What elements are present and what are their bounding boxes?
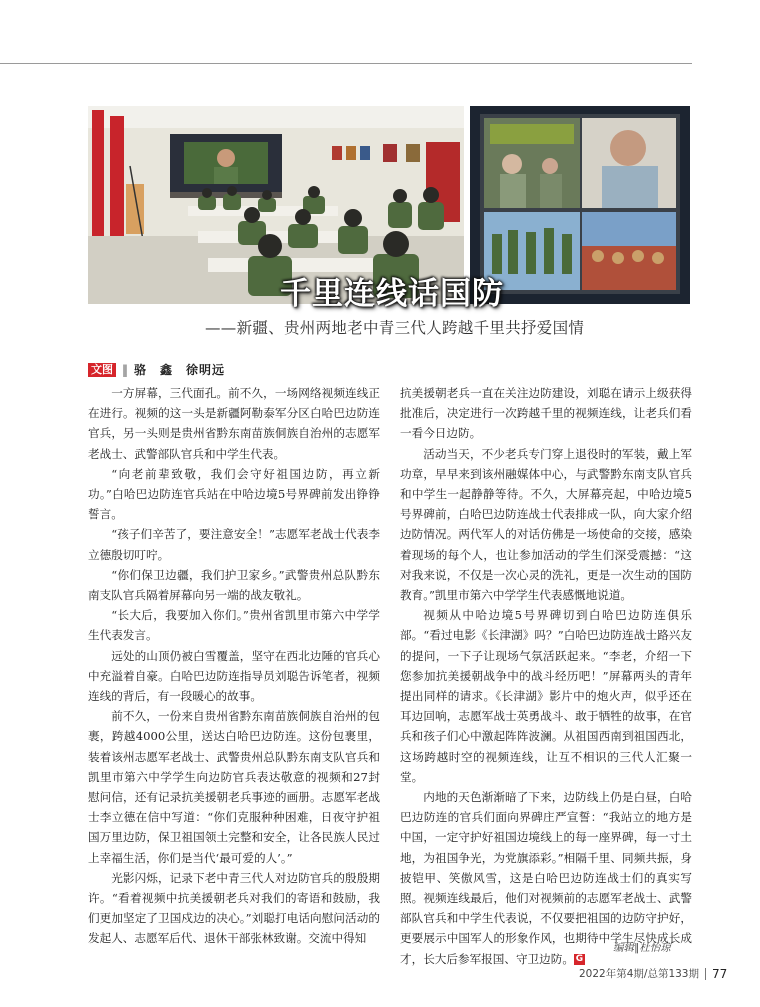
byline-authors: 骆 鑫 徐明远: [134, 363, 226, 377]
paragraph: 光影闪烁，记录下老中青三代人对边防官兵的殷殷期许。“看着视频中抗美援朝老兵对我们的寄语和鼓励，我们更加坚定了卫国戍边的决心。”刘聪打电话向慰问活动的发起人、志愿军后代、退休干部张林致谢。交流中得知: [88, 870, 380, 946]
paragraph: “向老前辈致敬，我们会守好祖国边防，再立新功。”白哈巴边防连官兵站在中哈边境5号界碑前发出铮铮誓言。: [88, 466, 380, 522]
paragraph: 一方屏幕，三代面孔。前不久，一场网络视频连线正在进行。视频的这一头是新疆阿勒泰军分区白哈巴边防连官兵，另一头则是贵州省黔东南苗族侗族自治州的志愿军老战士、武警部队官兵和中学生代表。: [88, 386, 380, 461]
paragraph: 远处的山顶仍被白雪覆盖，坚守在西北边陲的官兵心中充溢着自豪。白哈巴边防连指导员刘聪告诉笔者，视频连线的背后，有一段暖心的故事。: [88, 648, 380, 704]
page-footer: [579, 966, 727, 981]
paragraph: “长大后，我要加入你们。”贵州省凯里市第六中学学生代表发言。: [88, 608, 380, 643]
article-column-left: [88, 383, 380, 949]
page-number: 77: [711, 966, 728, 981]
byline-separator: ‖: [122, 362, 128, 377]
article-headline: 千里连线话国防: [280, 276, 504, 312]
byline: [88, 361, 225, 378]
paragraph-continued: 抗美援朝老兵一直在关注边防建设，刘聪在请示上级获得批准后，决定进行一次跨越千里的视频连线，让老兵们看一看今日边防。: [400, 386, 692, 441]
paragraph: 前不久，一份来自贵州省黔东南苗族侗族自治州的包裹，跨越4000公里，送达白哈巴边防连。这份包裹里，装着该州志愿军老战士、武警贵州总队黔东南支队官兵和凯里市第六中学学生向边防官兵表达敬意的视频和27封慰问信，还有记录抗美援朝老兵事迹的画册。志愿军老战士李立德在信中写道：“你们克服种种困难，日夜守护祖国万里边防，保卫祖国领土完整和安全，让各民族人民过上幸福生活，你们是当代‘最可爱的人’。”: [88, 709, 380, 865]
issue-info: 2022年第4期/总第133期: [579, 968, 699, 980]
paragraph-text: 内地的天色渐渐暗了下来，边防线上仍是白昼，白哈巴边防连的官兵们面向界碑庄严宣誓：“我站立的地方是中国，一定守护好祖国边境线上的每一座界碑，每一寸土地，为祖国争光，为党旗添彩。”相隔千里、同频共振，身披铠甲、笑傲风雪，这是白哈巴边防连战士们的真实写照。视频连线最后，他们对视频前的志愿军老战士、武警部队官兵和中学生代表说，不仅要把祖国的边防守护好，更要展示中国军人的形象作风，也期待中学生尽快成长成才，长大后参军报国、守卫边防。: [400, 790, 692, 966]
end-mark-icon: G: [575, 954, 584, 965]
footer-divider: [705, 968, 706, 980]
byline-tag: 文图: [88, 363, 116, 377]
header-rule: [0, 63, 692, 64]
article-subtitle: ——新疆、贵州两地老中青三代人跨越千里共抒爱国情: [205, 319, 585, 337]
paragraph: 活动当天，不少老兵专门穿上退役时的军装，戴上军功章，早早来到该州融媒体中心，与武警黔东南支队官兵和中学生一起静静等待。不久，大屏幕亮起，中哈边境5号界碑前，白哈巴边防连战士代表排成一队，向大家介绍边防情况。两代军人的对话仿佛是一场使命的交接，感染着现场的每个人，也让参加活动的学生们深受震撼：“这对我来说，不仅是一次心灵的洗礼，更是一次生动的国防教育。”凯里市第六中学学生代表感慨地说道。: [400, 446, 692, 603]
paragraph: 视频从中哈边境5号界碑切到白哈巴边防连俱乐部。“看过电影《长津湖》吗？”白哈巴边防连战士路兴友的提问，一下子让现场气氛活跃起来。“李老，介绍一下您参加抗美援朝战争中的战斗经历吧！”屏幕两头的青年提出同样的请求。《长津湖》影片中的炮火声，似乎还在耳边回响，志愿军战士英勇战斗、敢于牺牲的故事，在官兵和孩子们心中激起阵阵波澜。从祖国西南到祖国西北，这场跨越时空的视频连线，让互不相识的三代人汇聚一堂。: [400, 608, 692, 784]
paragraph: “你们保卫边疆，我们护卫家乡。”武警贵州总队黔东南支队官兵隔着屏幕向另一端的战友敬礼。: [88, 567, 380, 603]
article-column-right: [400, 383, 692, 969]
paragraph: “孩子们辛苦了，要注意安全！”志愿军老战士代表李立德殷切叮咛。: [88, 527, 380, 562]
editor-credit: 编辑∥杜怡琼: [613, 942, 671, 954]
